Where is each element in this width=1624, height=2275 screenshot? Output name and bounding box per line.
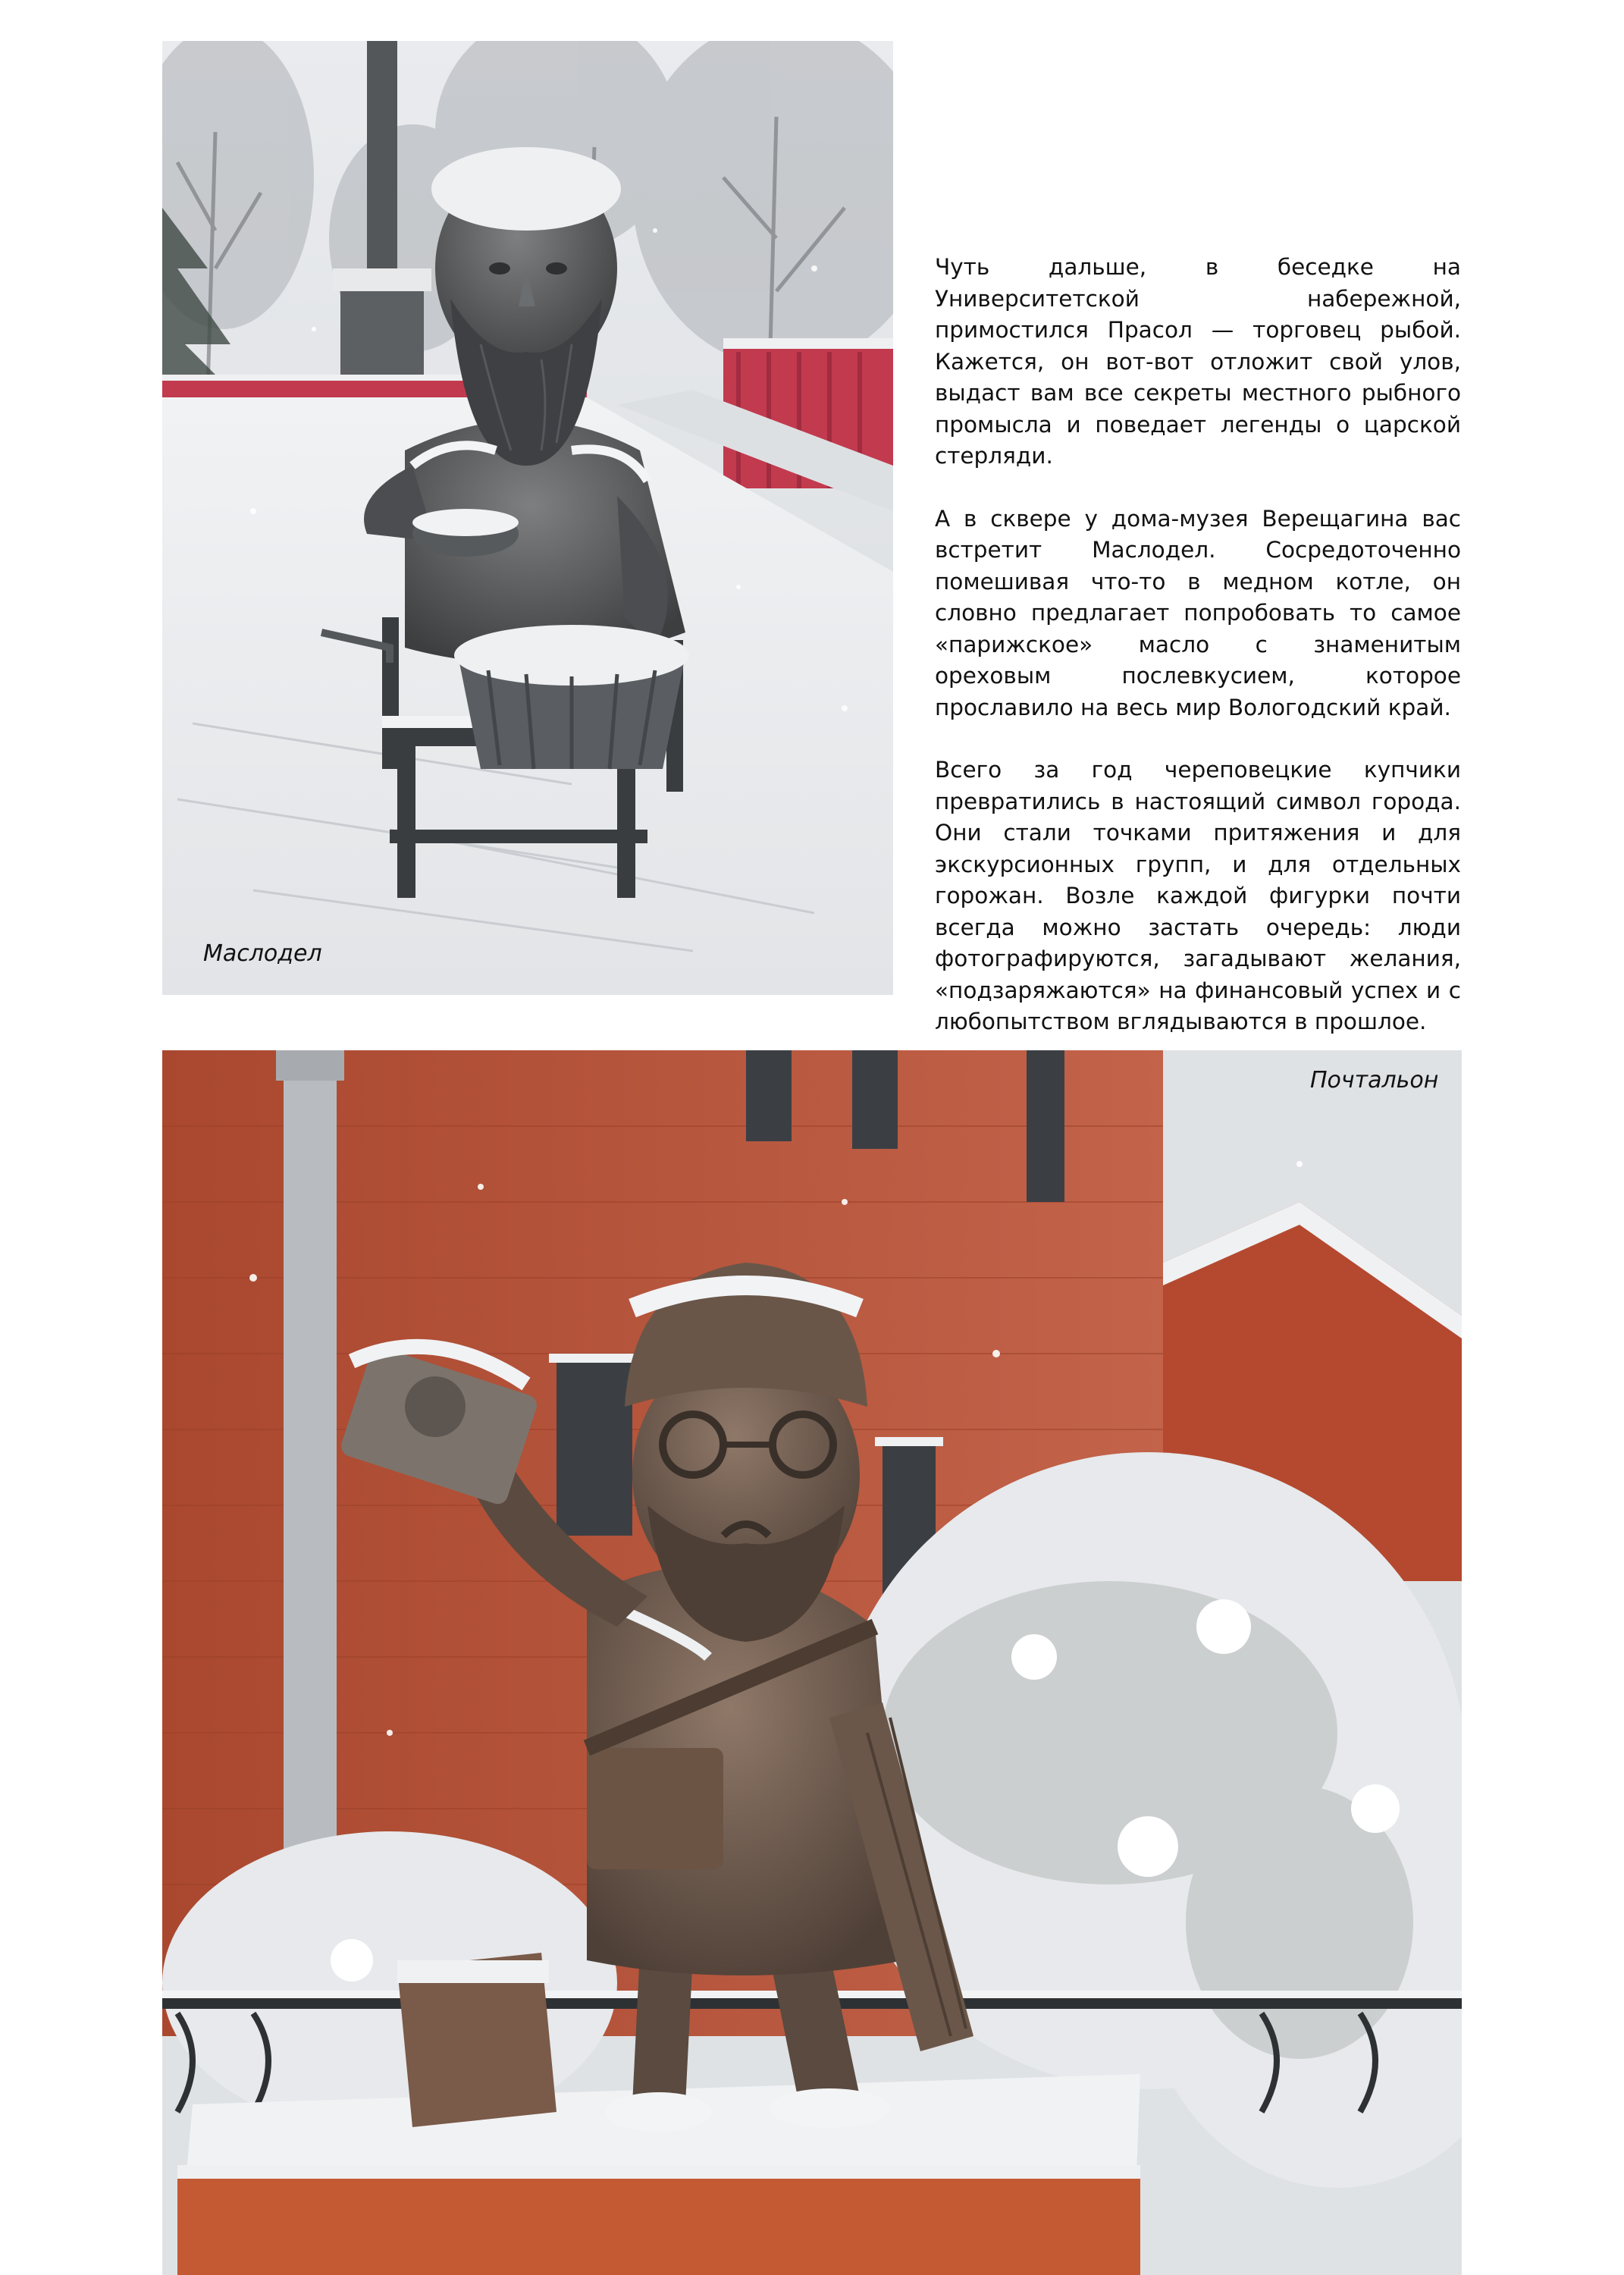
photo-pochtalon: [162, 1050, 1462, 2275]
pochtalon-illustration: [162, 1050, 1462, 2275]
paragraph-1: Чуть дальше, в беседке на Университетской набережной, примостился Прасол — торговец рыбой. Кажется, он вот-вот отложит свой улов, выдаст вам все секреты местного рыбного промысла и поведает легенды о царской стерляди.: [935, 254, 1461, 469]
photo-caption-pochtalon: Почтальон: [1310, 1067, 1439, 1094]
photo-maslodel: [162, 41, 893, 995]
paragraph-2: А в сквере у дома-музея Верещагина вас встретит Маслодел. Сосредоточенно помешивая что-то в медном котле, он словно предлагает попробовать то самое «парижское» масло с знаменитым ореховым послевкусием, которое прославило на весь мир Вологодский край.: [935, 505, 1461, 720]
maslodel-illustration: [162, 41, 893, 995]
photo-caption-maslodel: Маслодел: [203, 940, 322, 967]
article-text: [935, 252, 1461, 1069]
paragraph-3: Всего за год череповецкие купчики превратились в настоящий символ города. Они стали точками притяжения и для экскурсионных групп, и для отдельных горожан. Возле каждой фигурки почти всегда можно застать очередь: люди фотографируются, загадывают желания, «подзаряжаются» на финансовый успех и с любопытством вглядываются в прошлое.: [935, 757, 1461, 1034]
